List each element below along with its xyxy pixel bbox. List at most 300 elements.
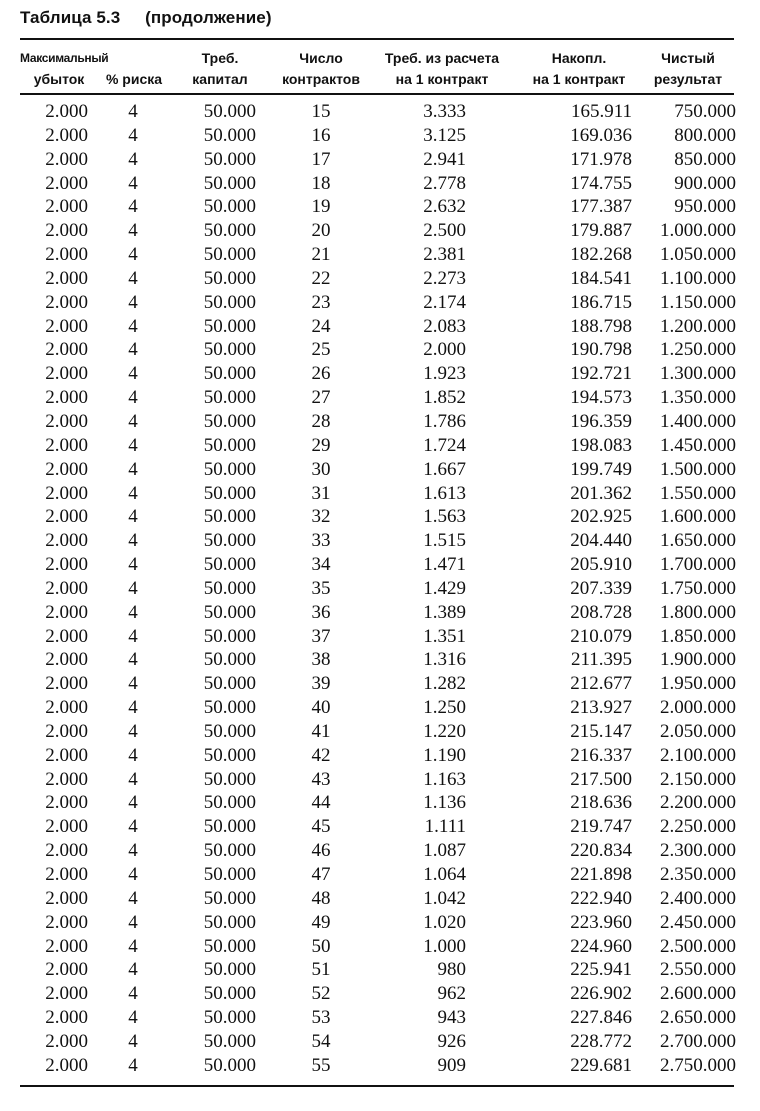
column-header-line: Треб. [201, 50, 239, 66]
cell-accumulated-per-contract: 179.887 [570, 220, 632, 242]
cell-required-per-contract: 909 [437, 1054, 466, 1076]
cell-accumulated-per-contract: 184.541 [570, 267, 632, 289]
cell-required-per-contract: 1.316 [423, 649, 466, 671]
table-row [20, 148, 734, 172]
cell-max-loss: 2.000 [45, 983, 88, 1005]
table-row [20, 291, 734, 315]
cell-max-loss: 2.000 [45, 267, 88, 289]
table-row [20, 172, 734, 196]
cell-risk-percent: 4 [128, 482, 138, 504]
cell-required-per-contract: 1.136 [423, 792, 466, 814]
cell-risk-percent: 4 [128, 840, 138, 862]
cell-risk-percent: 4 [128, 744, 138, 766]
column-header-risk-percent [96, 48, 172, 90]
cell-net-result: 2.150.000 [660, 768, 736, 790]
cell-contracts: 20 [311, 220, 331, 242]
cell-required-per-contract: 1.471 [423, 554, 466, 576]
cell-net-result: 1.100.000 [660, 267, 736, 289]
cell-contracts: 47 [311, 864, 331, 885]
cell-required-capital: 50.000 [203, 720, 256, 742]
cell-max-loss: 2.000 [45, 792, 88, 814]
cell-risk-percent: 4 [128, 530, 138, 552]
cell-required-per-contract: 1.724 [423, 434, 466, 456]
cell-net-result: 2.450.000 [660, 911, 736, 933]
cell-accumulated-per-contract: 216.337 [570, 744, 632, 766]
cell-max-loss: 2.000 [45, 816, 88, 838]
table-row [20, 386, 734, 410]
table-row [20, 338, 734, 362]
cell-max-loss: 2.000 [45, 625, 88, 647]
cell-required-capital: 50.000 [203, 124, 256, 146]
cell-required-per-contract: 1.563 [423, 506, 466, 528]
cell-required-per-contract: 1.429 [423, 577, 466, 599]
table-row [20, 768, 734, 792]
column-header-line [96, 48, 172, 69]
cell-accumulated-per-contract: 212.677 [570, 673, 632, 695]
cell-risk-percent: 4 [128, 911, 138, 933]
cell-risk-percent: 4 [128, 434, 138, 456]
cell-contracts: 52 [311, 983, 331, 1005]
cell-net-result: 2.600.000 [660, 983, 736, 1005]
cell-required-per-contract: 1.220 [423, 720, 466, 742]
cell-required-capital: 50.000 [203, 768, 256, 790]
cell-required-per-contract: 1.515 [423, 530, 466, 552]
cell-max-loss: 2.000 [45, 1054, 88, 1076]
column-header-line: убыток [33, 71, 85, 87]
cell-risk-percent: 4 [128, 887, 138, 909]
cell-max-loss: 2.000 [45, 673, 88, 695]
cell-accumulated-per-contract: 182.268 [570, 244, 632, 266]
cell-required-per-contract: 3.333 [423, 101, 466, 122]
table-row [20, 601, 734, 625]
cell-required-per-contract: 1.250 [423, 697, 466, 719]
column-header-line: Треб. из расчета [384, 50, 500, 66]
cell-required-per-contract: 1.020 [423, 911, 466, 933]
table-header [20, 44, 734, 92]
cell-required-capital: 50.000 [203, 1030, 256, 1052]
cell-accumulated-per-contract: 218.636 [570, 792, 632, 814]
cell-net-result: 1.600.000 [660, 506, 736, 528]
cell-required-capital: 50.000 [203, 339, 256, 361]
column-header-line: % риска [105, 71, 163, 87]
cell-risk-percent: 4 [128, 554, 138, 576]
cell-required-per-contract: 1.042 [423, 887, 466, 909]
cell-required-per-contract: 2.083 [423, 315, 466, 337]
cell-accumulated-per-contract: 225.941 [570, 959, 632, 981]
table-row [20, 195, 734, 219]
cell-net-result: 2.500.000 [660, 935, 736, 957]
column-header-line: капитал [192, 71, 248, 87]
table-top-rule [20, 38, 734, 40]
cell-required-per-contract: 1.923 [423, 363, 466, 385]
cell-contracts: 34 [311, 554, 331, 576]
cell-contracts: 22 [311, 267, 331, 289]
table-row [20, 100, 734, 124]
cell-risk-percent: 4 [128, 673, 138, 695]
cell-risk-percent: 4 [128, 172, 138, 194]
cell-accumulated-per-contract: 221.898 [570, 864, 632, 885]
cell-contracts: 35 [311, 577, 331, 599]
table-row [20, 625, 734, 649]
cell-risk-percent: 4 [128, 458, 138, 480]
cell-required-per-contract: 1.852 [423, 387, 466, 409]
cell-risk-percent: 4 [128, 864, 138, 885]
cell-required-per-contract: 1.064 [423, 864, 466, 885]
cell-risk-percent: 4 [128, 983, 138, 1005]
cell-required-capital: 50.000 [203, 577, 256, 599]
cell-risk-percent: 4 [128, 244, 138, 266]
column-header-line: на 1 контракт [532, 71, 626, 87]
cell-contracts: 46 [311, 840, 331, 862]
cell-net-result: 2.650.000 [660, 1007, 736, 1029]
table-row [20, 863, 734, 887]
cell-contracts: 15 [311, 101, 331, 122]
cell-accumulated-per-contract: 196.359 [570, 410, 632, 432]
cell-max-loss: 2.000 [45, 458, 88, 480]
cell-required-per-contract: 1.389 [423, 601, 466, 623]
cell-accumulated-per-contract: 207.339 [570, 577, 632, 599]
cell-net-result: 1.750.000 [660, 577, 736, 599]
cell-net-result: 1.250.000 [660, 339, 736, 361]
cell-required-per-contract: 962 [437, 983, 466, 1005]
cell-accumulated-per-contract: 208.728 [570, 601, 632, 623]
cell-contracts: 39 [311, 673, 331, 695]
table-row [20, 982, 734, 1006]
cell-required-capital: 50.000 [203, 315, 256, 337]
table-row [20, 958, 734, 982]
cell-required-per-contract: 943 [437, 1007, 466, 1029]
cell-required-per-contract: 1.613 [423, 482, 466, 504]
cell-required-per-contract: 2.778 [423, 172, 466, 194]
cell-accumulated-per-contract: 186.715 [570, 291, 632, 313]
cell-required-capital: 50.000 [203, 625, 256, 647]
table-caption-label: Таблица 5.3 [20, 8, 121, 27]
column-header-net-result [642, 48, 734, 90]
cell-net-result: 2.100.000 [660, 744, 736, 766]
cell-max-loss: 2.000 [45, 554, 88, 576]
cell-max-loss: 2.000 [45, 506, 88, 528]
cell-accumulated-per-contract: 223.960 [570, 911, 632, 933]
cell-risk-percent: 4 [128, 1007, 138, 1029]
cell-max-loss: 2.000 [45, 148, 88, 170]
cell-max-loss: 2.000 [45, 315, 88, 337]
cell-risk-percent: 4 [128, 267, 138, 289]
cell-accumulated-per-contract: 217.500 [570, 768, 632, 790]
table-row [20, 124, 734, 148]
cell-contracts: 38 [311, 649, 331, 671]
cell-net-result: 2.750.000 [660, 1054, 736, 1076]
cell-risk-percent: 4 [128, 935, 138, 957]
cell-required-capital: 50.000 [203, 697, 256, 719]
cell-net-result: 1.900.000 [660, 649, 736, 671]
column-header-contracts [272, 48, 370, 90]
cell-net-result: 1.400.000 [660, 410, 736, 432]
cell-max-loss: 2.000 [45, 339, 88, 361]
cell-contracts: 51 [311, 959, 331, 981]
cell-required-capital: 50.000 [203, 196, 256, 218]
cell-max-loss: 2.000 [45, 482, 88, 504]
cell-contracts: 25 [311, 339, 331, 361]
cell-max-loss: 2.000 [45, 601, 88, 623]
cell-net-result: 1.450.000 [660, 434, 736, 456]
cell-required-per-contract: 1.351 [423, 625, 466, 647]
cell-net-result: 1.700.000 [660, 554, 736, 576]
cell-contracts: 48 [311, 887, 331, 909]
column-header-accumulated-per-contract [514, 48, 644, 90]
cell-required-capital: 50.000 [203, 840, 256, 862]
cell-required-per-contract: 2.174 [423, 291, 466, 313]
cell-contracts: 21 [311, 244, 331, 266]
cell-max-loss: 2.000 [45, 840, 88, 862]
table-row [20, 1030, 734, 1054]
cell-required-capital: 50.000 [203, 649, 256, 671]
table-row [20, 887, 734, 911]
table-row [20, 553, 734, 577]
cell-contracts: 36 [311, 601, 331, 623]
cell-risk-percent: 4 [128, 196, 138, 218]
cell-contracts: 29 [311, 434, 331, 456]
cell-net-result: 2.300.000 [660, 840, 736, 862]
cell-risk-percent: 4 [128, 816, 138, 838]
cell-required-capital: 50.000 [203, 601, 256, 623]
cell-risk-percent: 4 [128, 697, 138, 719]
cell-max-loss: 2.000 [45, 124, 88, 146]
cell-risk-percent: 4 [128, 148, 138, 170]
column-header-line: Накопл. [551, 50, 607, 66]
cell-required-capital: 50.000 [203, 101, 256, 122]
table-row [20, 720, 734, 744]
cell-risk-percent: 4 [128, 339, 138, 361]
cell-required-capital: 50.000 [203, 1007, 256, 1029]
cell-max-loss: 2.000 [45, 172, 88, 194]
cell-net-result: 2.350.000 [660, 864, 736, 885]
cell-contracts: 31 [311, 482, 331, 504]
cell-required-capital: 50.000 [203, 506, 256, 528]
cell-required-capital: 50.000 [203, 172, 256, 194]
cell-required-capital: 50.000 [203, 792, 256, 814]
cell-accumulated-per-contract: 219.747 [570, 816, 632, 838]
table-row [20, 243, 734, 267]
table-row [20, 362, 734, 386]
cell-risk-percent: 4 [128, 506, 138, 528]
cell-required-capital: 50.000 [203, 554, 256, 576]
cell-accumulated-per-contract: 199.749 [570, 458, 632, 480]
cell-net-result: 2.700.000 [660, 1030, 736, 1052]
table-row [20, 911, 734, 935]
table-row [20, 410, 734, 434]
cell-max-loss: 2.000 [45, 1030, 88, 1052]
cell-required-per-contract: 980 [437, 959, 466, 981]
cell-accumulated-per-contract: 210.079 [570, 625, 632, 647]
cell-max-loss: 2.000 [45, 291, 88, 313]
table-body [20, 100, 734, 1078]
cell-max-loss: 2.000 [45, 911, 88, 933]
cell-contracts: 43 [311, 768, 331, 790]
table-row [20, 839, 734, 863]
cell-contracts: 30 [311, 458, 331, 480]
cell-max-loss: 2.000 [45, 196, 88, 218]
cell-max-loss: 2.000 [45, 434, 88, 456]
cell-net-result: 850.000 [674, 148, 736, 170]
table-header-rule [20, 93, 734, 95]
cell-risk-percent: 4 [128, 124, 138, 146]
cell-accumulated-per-contract: 222.940 [570, 887, 632, 909]
cell-contracts: 26 [311, 363, 331, 385]
cell-contracts: 54 [311, 1030, 331, 1052]
cell-accumulated-per-contract: 198.083 [570, 434, 632, 456]
cell-contracts: 17 [311, 148, 331, 170]
table-row [20, 935, 734, 959]
cell-required-capital: 50.000 [203, 244, 256, 266]
cell-max-loss: 2.000 [45, 387, 88, 409]
cell-accumulated-per-contract: 211.395 [570, 649, 632, 671]
cell-required-capital: 50.000 [203, 887, 256, 909]
cell-net-result: 1.500.000 [660, 458, 736, 480]
cell-contracts: 49 [311, 911, 331, 933]
column-header-line: на 1 контракт [395, 71, 489, 87]
cell-required-capital: 50.000 [203, 816, 256, 838]
cell-required-capital: 50.000 [203, 530, 256, 552]
cell-contracts: 32 [311, 506, 331, 528]
cell-accumulated-per-contract: 177.387 [570, 196, 632, 218]
column-header-line: Чистый [661, 50, 715, 66]
table-row [20, 482, 734, 506]
cell-required-per-contract: 2.000 [423, 339, 466, 361]
cell-max-loss: 2.000 [45, 864, 88, 885]
cell-accumulated-per-contract: 215.147 [570, 720, 632, 742]
table-row [20, 434, 734, 458]
cell-max-loss: 2.000 [45, 887, 88, 909]
cell-contracts: 53 [311, 1007, 331, 1029]
cell-net-result: 2.550.000 [660, 959, 736, 981]
cell-contracts: 37 [311, 625, 331, 647]
cell-required-capital: 50.000 [203, 673, 256, 695]
table-row [20, 529, 734, 553]
cell-required-capital: 50.000 [203, 387, 256, 409]
cell-required-per-contract: 2.941 [423, 148, 466, 170]
cell-max-loss: 2.000 [45, 577, 88, 599]
cell-max-loss: 2.000 [45, 649, 88, 671]
cell-risk-percent: 4 [128, 101, 138, 122]
cell-accumulated-per-contract: 190.798 [570, 339, 632, 361]
cell-max-loss: 2.000 [45, 744, 88, 766]
cell-contracts: 41 [311, 720, 331, 742]
cell-required-per-contract: 2.500 [423, 220, 466, 242]
cell-accumulated-per-contract: 205.910 [570, 554, 632, 576]
table-row [20, 577, 734, 601]
cell-max-loss: 2.000 [45, 935, 88, 957]
cell-accumulated-per-contract: 213.927 [570, 697, 632, 719]
table-row [20, 219, 734, 243]
cell-required-capital: 50.000 [203, 911, 256, 933]
cell-net-result: 1.000.000 [660, 220, 736, 242]
cell-max-loss: 2.000 [45, 244, 88, 266]
cell-net-result: 950.000 [674, 196, 736, 218]
cell-risk-percent: 4 [128, 601, 138, 623]
cell-risk-percent: 4 [128, 291, 138, 313]
column-header-required-per-contract [372, 48, 512, 90]
cell-risk-percent: 4 [128, 315, 138, 337]
cell-required-per-contract: 1.786 [423, 410, 466, 432]
cell-accumulated-per-contract: 174.755 [570, 172, 632, 194]
cell-contracts: 19 [311, 196, 331, 218]
cell-required-per-contract: 1.087 [423, 840, 466, 862]
cell-net-result: 1.350.000 [660, 387, 736, 409]
cell-required-per-contract: 1.282 [423, 673, 466, 695]
cell-net-result: 1.950.000 [660, 673, 736, 695]
cell-contracts: 28 [311, 410, 331, 432]
cell-required-capital: 50.000 [203, 864, 256, 885]
table-row [20, 815, 734, 839]
cell-risk-percent: 4 [128, 1030, 138, 1052]
column-header-line: контрактов [282, 71, 360, 87]
cell-accumulated-per-contract: 192.721 [570, 363, 632, 385]
cell-accumulated-per-contract: 169.036 [570, 124, 632, 146]
cell-net-result: 1.300.000 [660, 363, 736, 385]
table-row [20, 696, 734, 720]
cell-required-per-contract: 1.000 [423, 935, 466, 957]
column-header-max-loss [20, 48, 109, 90]
table-row [20, 505, 734, 529]
cell-net-result: 1.800.000 [660, 601, 736, 623]
cell-net-result: 2.250.000 [660, 816, 736, 838]
cell-contracts: 24 [311, 315, 331, 337]
cell-net-result: 1.550.000 [660, 482, 736, 504]
cell-contracts: 45 [311, 816, 331, 838]
cell-contracts: 40 [311, 697, 331, 719]
table-row [20, 672, 734, 696]
cell-required-per-contract: 1.163 [423, 768, 466, 790]
cell-risk-percent: 4 [128, 387, 138, 409]
cell-risk-percent: 4 [128, 959, 138, 981]
cell-net-result: 1.650.000 [660, 530, 736, 552]
cell-max-loss: 2.000 [45, 101, 88, 122]
cell-risk-percent: 4 [128, 649, 138, 671]
cell-required-per-contract: 1.667 [423, 458, 466, 480]
cell-accumulated-per-contract: 229.681 [570, 1054, 632, 1076]
table-row [20, 1054, 734, 1078]
cell-required-per-contract: 1.190 [423, 744, 466, 766]
cell-max-loss: 2.000 [45, 959, 88, 981]
cell-net-result: 2.400.000 [660, 887, 736, 909]
cell-contracts: 42 [311, 744, 331, 766]
cell-accumulated-per-contract: 202.925 [570, 506, 632, 528]
cell-contracts: 33 [311, 530, 331, 552]
column-header-required-capital [178, 48, 262, 90]
cell-net-result: 1.050.000 [660, 244, 736, 266]
table-caption-note: (продолжение) [145, 8, 272, 27]
table-row [20, 458, 734, 482]
cell-risk-percent: 4 [128, 577, 138, 599]
cell-accumulated-per-contract: 227.846 [570, 1007, 632, 1029]
cell-required-capital: 50.000 [203, 148, 256, 170]
column-header-line: Максимальный [20, 51, 109, 65]
cell-required-capital: 50.000 [203, 458, 256, 480]
table-row [20, 744, 734, 768]
cell-risk-percent: 4 [128, 768, 138, 790]
cell-required-per-contract: 2.381 [423, 244, 466, 266]
cell-net-result: 1.150.000 [660, 291, 736, 313]
cell-required-per-contract: 926 [437, 1030, 466, 1052]
cell-required-capital: 50.000 [203, 959, 256, 981]
cell-accumulated-per-contract: 224.960 [570, 935, 632, 957]
cell-accumulated-per-contract: 220.834 [570, 840, 632, 862]
cell-accumulated-per-contract: 228.772 [570, 1030, 632, 1052]
cell-max-loss: 2.000 [45, 697, 88, 719]
cell-net-result: 2.050.000 [660, 720, 736, 742]
cell-accumulated-per-contract: 165.911 [570, 101, 632, 122]
cell-risk-percent: 4 [128, 410, 138, 432]
